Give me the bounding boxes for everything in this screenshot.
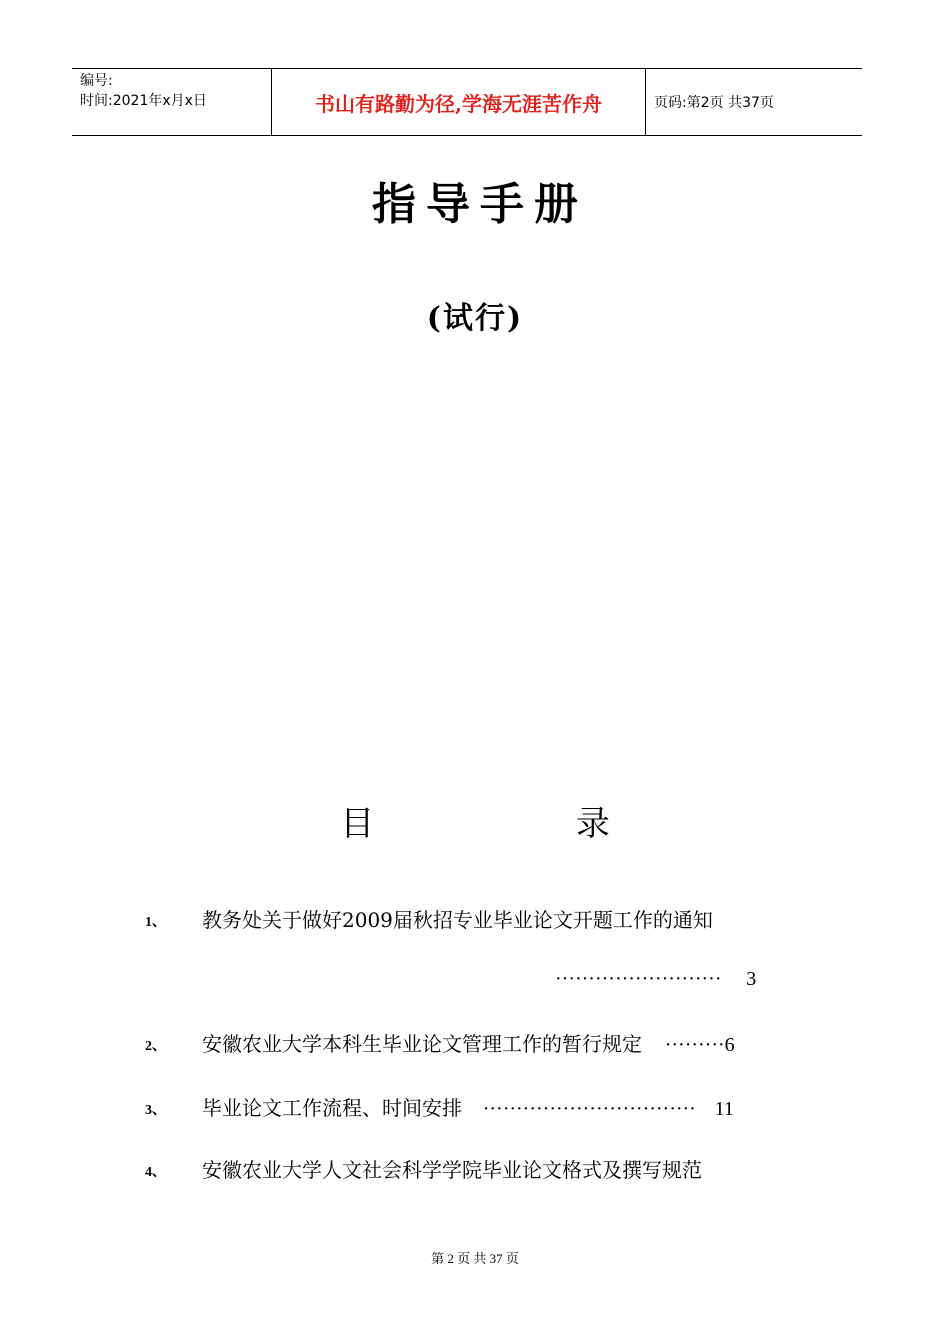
document-subtitle: (试行)	[426, 301, 524, 336]
toc-item-title: 毕业论文工作流程、时间安排	[202, 1096, 462, 1120]
toc-item-page: 6	[724, 1034, 735, 1056]
toc-heading-left: 目	[340, 804, 375, 844]
header-page-info: 页码:第2页 共37页	[654, 95, 774, 111]
document-title: 指导手册	[372, 179, 588, 230]
toc-item-number: 4、	[145, 1165, 166, 1180]
time-label: 时间:2021年x月x日	[80, 93, 207, 109]
toc-item-page: 11	[714, 1098, 734, 1120]
toc-item-dots: ·························	[555, 968, 722, 990]
toc-item-number: 2、	[145, 1039, 166, 1054]
toc-item-line	[202, 1028, 735, 1057]
toc-heading-right: 录	[575, 804, 610, 844]
toc-item-number: 1、	[145, 915, 166, 930]
toc-item-leader	[555, 966, 756, 991]
toc-item-dots: ·········	[664, 1034, 725, 1056]
toc-item-dots: ································	[482, 1098, 696, 1120]
page-footer: 第 2 页 共 37 页	[431, 1251, 519, 1266]
toc-item-page: 3	[746, 968, 757, 990]
toc-item-title: 教务处关于做好2009届秋招专业毕业论文开题工作的通知	[202, 908, 713, 932]
toc-item-number: 3、	[145, 1103, 166, 1118]
number-label: 编号:	[80, 73, 113, 89]
header-motto: 书山有路勤为径,学海无涯苦作舟	[272, 69, 646, 135]
page-header	[72, 68, 862, 136]
header-meta	[72, 69, 272, 135]
toc-item-title: 安徽农业大学本科生毕业论文管理工作的暂行规定	[202, 1032, 642, 1056]
toc-item-line	[202, 1092, 734, 1121]
toc-item-title: 安徽农业大学人文社会科学学院毕业论文格式及撰写规范	[202, 1158, 702, 1182]
toc-heading	[0, 796, 950, 845]
